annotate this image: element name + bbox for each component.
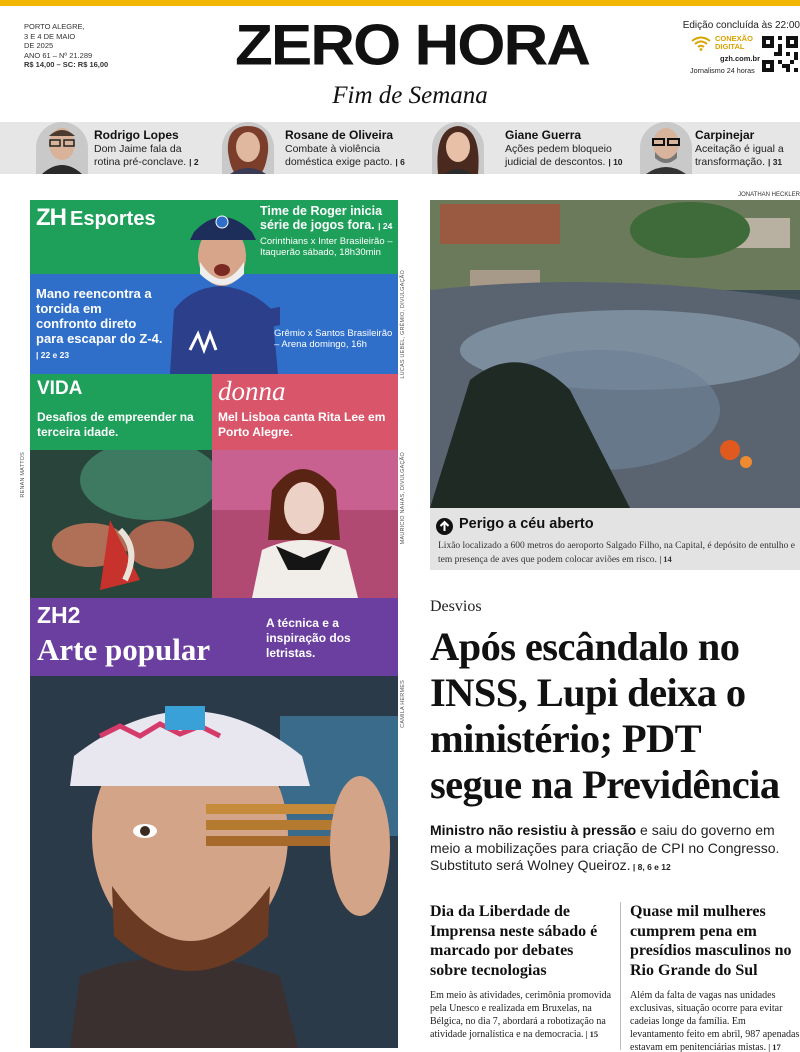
edition-time: Edição concluída às 22:00 [682, 20, 800, 31]
vida-photo[interactable] [30, 450, 212, 598]
wifi-icon [690, 35, 712, 51]
zh2-photo[interactable] [30, 676, 398, 1048]
columnist-text: Ações pedem bloqueio judicial de descontos. | 10 [505, 143, 623, 168]
top-accent-bar [0, 0, 800, 6]
columnist-photo [222, 122, 274, 174]
esportes-game-gremio: Grêmio x Santos Brasileirão – Arena domingo, 16h [274, 328, 393, 350]
edition-city: PORTO ALEGRE, [24, 22, 85, 31]
columnist-photo [640, 122, 692, 174]
edition-info [24, 22, 134, 70]
story-women-prisons-text: Além da falta de vagas nas unidades exclusivas, situação ocorre para evitar cadeias longe da família. Em levantamento feito em abril, 987 apenadas estavam em penitenciárias mistas. | 17 [630, 990, 800, 1052]
columnist-photo [432, 122, 484, 174]
arrow-up-circle-icon [436, 518, 453, 535]
columnist-name: Carpinejar [695, 128, 755, 142]
columnist-carpinejar[interactable] [600, 122, 800, 174]
conexao-digital[interactable] [690, 35, 760, 51]
donna-section[interactable] [212, 374, 398, 450]
main-photo-credit: JONATHAN HECKLER [738, 192, 800, 198]
esportes-section[interactable] [30, 200, 398, 374]
vida-text: Desafios de empreender na terceira idade. [37, 410, 194, 439]
donna-label: donna [218, 376, 286, 406]
vida-photo-credit: RENAN MATTOS [20, 452, 26, 498]
columnist-text: Dom Jaime fala da rotina pré-conclave. | 2 [94, 143, 199, 168]
esportes-headline: Time de Roger inicia série de jogos fora. | 24 [260, 204, 393, 232]
story-press-freedom-headline[interactable]: Dia da Liberdade de Imprensa neste sábado é marcado por debates sobre tecnologias [430, 903, 598, 979]
edition-year: DE 2025 [24, 41, 54, 50]
donna-photo[interactable] [212, 450, 398, 598]
esportes-photo-credit: LUCAS UEBEL, GRÊMIO, DIVULGAÇÃO [400, 270, 406, 379]
columnist-text: Aceitação é igual a transformação. | 31 [695, 143, 784, 168]
zh2-title: Arte popular [37, 632, 211, 667]
donna-photo-credit: MAURICIO NAHAS, DIVULGAÇÃO [400, 452, 406, 545]
main-photo[interactable] [430, 200, 800, 508]
edition-date: 3 E 4 DE MAIO [24, 31, 76, 41]
conexao-line2: DIGITAL [715, 42, 745, 51]
esportes-main-text: Mano reencontra a torcida em confronto direto para escapar do Z-4. | 22 e 23 [36, 286, 163, 360]
main-story-kicker: Desvios [430, 598, 482, 615]
columnist-giane-guerra[interactable] [400, 122, 623, 174]
photo-caption-title: Perigo a céu aberto [459, 516, 594, 532]
zh2-text: A técnica e a inspiração dos letristas. [266, 616, 351, 660]
site-url[interactable]: gzh.com.br [719, 54, 760, 63]
zh2-photo-credit: CAMILA HERMES [400, 680, 406, 728]
newspaper-logo[interactable]: ZERO HORA [235, 13, 589, 78]
edition-price: R$ 14,00 – SC: R$ 16,00 [24, 60, 109, 69]
esportes-game-inter: Corinthians x Inter Brasileirão – Itaquerão sábado, 18h30min [260, 236, 393, 258]
photo-caption-box [430, 508, 800, 570]
esportes-label: ZH Esportes [36, 204, 156, 231]
columnist-name: Rosane de Oliveira [285, 128, 394, 142]
photo-caption-text: Lixão localizado a 600 metros do aeroporto Salgado Filho, na Capital, é depósito de entulho e tem presença de aves que podem colocar aviões em risco. | 14 [438, 541, 795, 565]
donna-text: Mel Lisboa canta Rita Lee em Porto Alegre. [218, 410, 386, 439]
newspaper-subtitle: Fim de Semana [332, 82, 488, 109]
columnist-text: Combate à violência doméstica exige pacto. | 6 [285, 143, 405, 168]
zh2-section[interactable] [30, 598, 398, 676]
main-story-headline[interactable]: Após escândalo no INSS, Lupi deixa o ministério; PDT segue na Previdência [430, 624, 780, 807]
main-story-deck: Ministro não resistiu à pressão e saiu do governo em meio a mobilizações para criação de CPI no Congresso. Substituto será Wolney Queiroz. | 8, 6 e 12 [430, 822, 780, 873]
columnist-name: Rodrigo Lopes [94, 128, 179, 142]
columnist-rodrigo-lopes[interactable] [0, 122, 200, 174]
vida-label: VIDA [37, 378, 83, 399]
columnist-rosane-de-oliveira[interactable] [200, 122, 405, 174]
story-women-prisons-headline[interactable]: Quase mil mulheres cumprem pena em presídios masculinos no Rio Grande do Sul [630, 903, 792, 979]
story-press-freedom-text: Em meio às atividades, cerimônia promovida pela Unesco e realizada em Bruxelas, na Bélgica, no dia 7, abordará a robotização na atividade jornalística e na democracia. | 15 [430, 990, 612, 1040]
conexao-line1: CONEXÃO [715, 34, 753, 43]
edition-issue: ANO 61 – Nº 21.289 [24, 50, 93, 60]
columnist-photo [36, 122, 88, 174]
columnist-name: Giane Guerra [505, 128, 582, 142]
column-divider [620, 902, 621, 1050]
tagline: Jornalismo 24 horas [690, 66, 755, 75]
vida-section[interactable] [30, 374, 212, 450]
zh2-logo: ZH2 [37, 602, 81, 628]
